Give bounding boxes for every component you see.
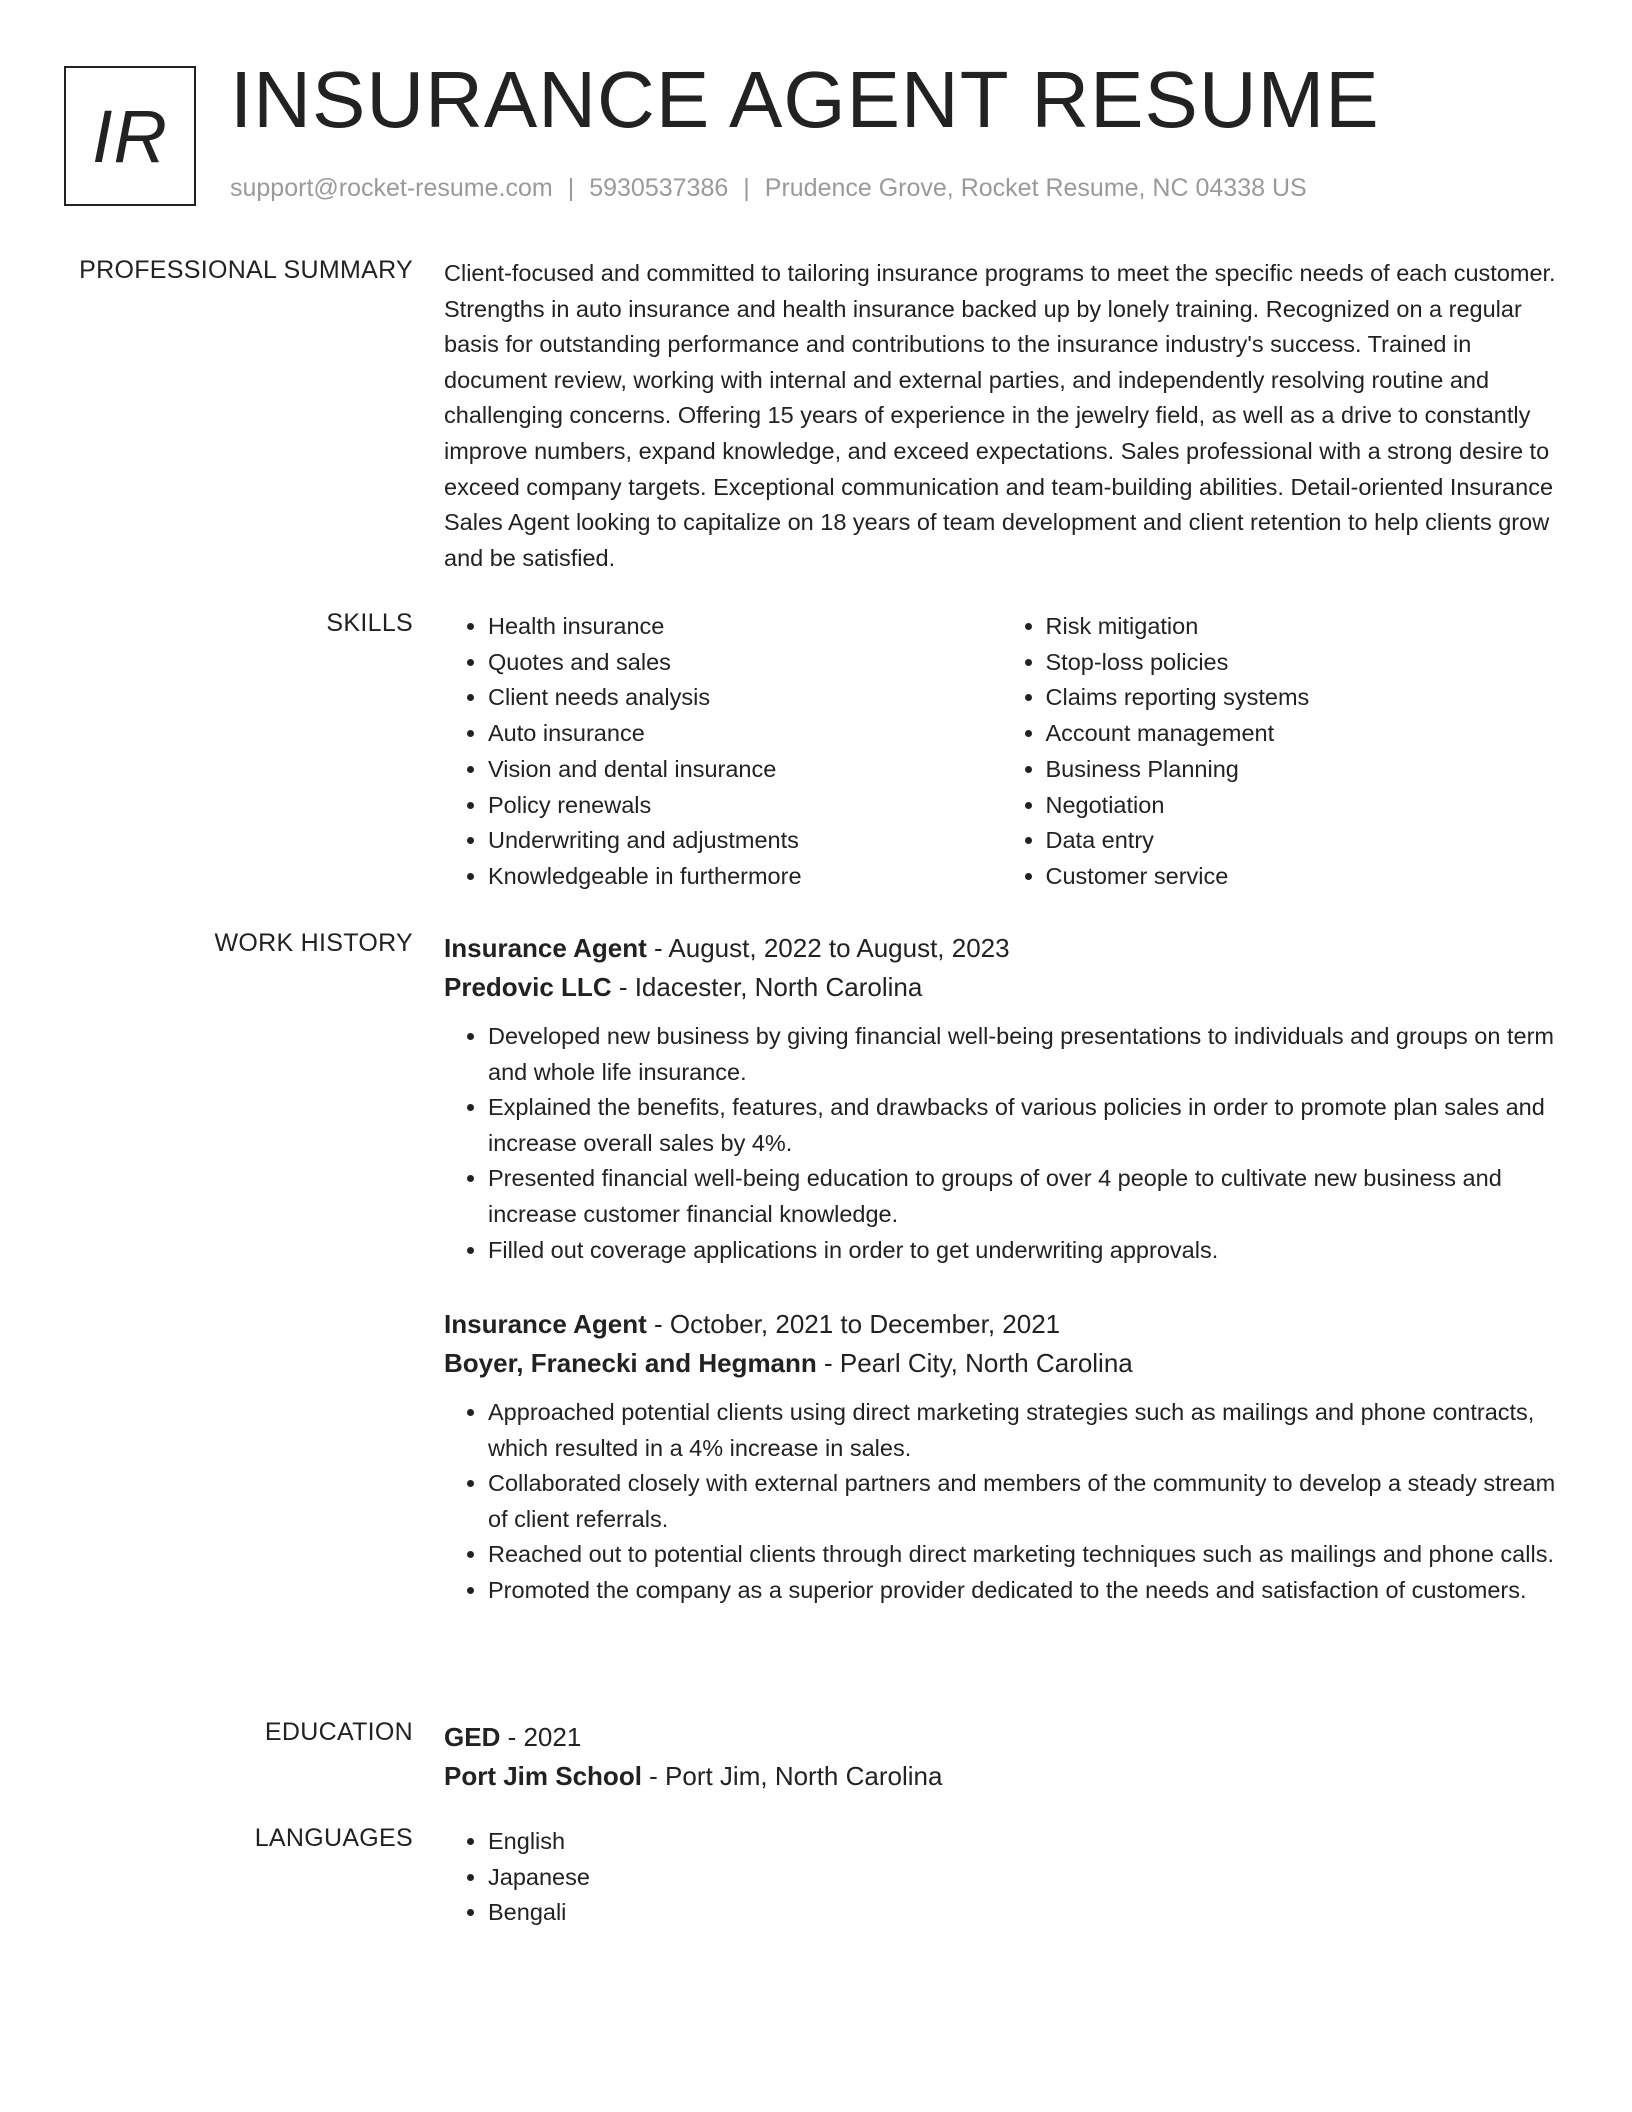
list-item: • Promoted the company as a superior provider dedicated to the needs and satisfaction of customers. [488,1573,1559,1609]
job-entry [444,929,1559,1268]
skills-column-right [1002,609,1560,895]
list-item: • Account management [1046,716,1560,752]
languages-list [444,1824,1559,1931]
education-school: Port Jim School [444,1761,642,1791]
list-item: • Auto insurance [488,716,1002,752]
job-company: Boyer, Franecki and Hegmann [444,1348,817,1378]
list-item: • Bengali [488,1895,1559,1931]
section-body-languages [444,1824,1559,1931]
job-company-line [444,968,1559,1007]
job-title-line [444,1305,1559,1344]
list-item: • Developed new business by giving financial well-being presentations to individuals and groups on term and whole life insurance. [488,1019,1559,1090]
list-item: • Customer service [1046,859,1560,895]
education-degree: GED [444,1722,501,1752]
job-title: Insurance Agent [444,1309,647,1339]
monogram-initials: IR [92,94,168,178]
skills-grid [444,609,1559,895]
section-body-work [444,929,1559,1268]
list-item: • Explained the benefits, features, and drawbacks of various policies in order to promote plan sales and increase overall sales by 4%. [488,1090,1559,1161]
education-location: - Port Jim, North Carolina [641,1761,943,1791]
job-title: Insurance Agent [444,933,647,963]
section-label-work: WORK HISTORY [214,929,413,957]
section-body-work-2 [444,1305,1559,1609]
list-item: • Policy renewals [488,788,1002,824]
list-item: • Claims reporting systems [1046,680,1560,716]
list-item: • Client needs analysis [488,680,1002,716]
list-item: • Negotiation [1046,788,1560,824]
job-title-line [444,929,1559,968]
education-school-line [444,1757,1559,1796]
section-label-summary: PROFESSIONAL SUMMARY [79,256,413,284]
section-label-skills: SKILLS [326,609,413,637]
job-bullets [444,1019,1559,1268]
skills-column-left [444,609,1002,895]
resume-title: INSURANCE AGENT RESUME [230,55,1380,144]
list-item: • Japanese [488,1860,1559,1896]
list-item: • Reached out to potential clients through direct marketing techniques such as mailings and phone calls. [488,1537,1559,1573]
list-item: • Underwriting and adjustments [488,823,1002,859]
section-body-summary [444,256,1559,576]
list-item: • Filled out coverage applications in order to get underwriting approvals. [488,1233,1559,1269]
section-body-skills [444,609,1559,895]
list-item: • Business Planning [1046,752,1560,788]
contact-email[interactable]: support@rocket-resume.com [230,174,553,202]
section-body-education [444,1718,1559,1796]
monogram-badge [64,66,196,206]
education-year: - 2021 [500,1722,582,1752]
job-location: - Idacester, North Carolina [611,972,923,1002]
contact-separator: | [567,174,575,202]
job-dates: - August, 2022 to August, 2023 [646,933,1010,963]
list-item: • Stop-loss policies [1046,645,1560,681]
contact-separator: | [743,174,750,202]
section-label-languages: LANGUAGES [254,1824,413,1852]
list-item: • Approached potential clients using direct marketing strategies such as mailings and phone contracts, which resulted in a 4% increase in sales. [488,1395,1559,1466]
contact-phone[interactable]: 5930537386 [589,174,729,202]
list-item: • Presented financial well-being education to groups of over 4 people to cultivate new business and increase customer financial knowledge. [488,1161,1559,1232]
summary-text: Client-focused and committed to tailoring insurance programs to meet the specific needs of each customer. Strengths in auto insurance and health insurance backed up by lonely training. Recognized on a regular basis for outstanding performance and contributions to the insurance industry's success. Trained in document review, working with internal and external parties, and independently resolving routine and challenging concerns. Offering 15 years of experience in the jewelry field, as well as a drive to constantly improve numbers, expand knowledge, and exceed expectations. Sales professional with a strong desire to exceed company targets. Exceptional communication and team-building abilities. Detail-oriented Insurance Sales Agent looking to capitalize on 18 years of team development and client retention to help clients grow and be satisfied. [444,260,1556,571]
list-item: • Vision and dental insurance [488,752,1002,788]
job-bullets [444,1395,1559,1609]
job-company-line [444,1344,1559,1383]
list-item: • English [488,1824,1559,1860]
contact-line [230,174,1307,203]
list-item: • Quotes and sales [488,645,1002,681]
list-item: • Risk mitigation [1046,609,1560,645]
list-item: • Data entry [1046,823,1560,859]
job-location: - Pearl City, North Carolina [816,1348,1133,1378]
contact-address: Prudence Grove, Rocket Resume, NC 04338 US [764,174,1307,202]
job-dates: - October, 2021 to December, 2021 [646,1309,1061,1339]
list-item: • Knowledgeable in furthermore [488,859,1002,895]
list-item: • Collaborated closely with external partners and members of the community to develop a steady stream of client referrals. [488,1466,1559,1537]
job-entry [444,1305,1559,1609]
list-item: • Health insurance [488,609,1002,645]
education-degree-line [444,1718,1559,1757]
section-label-education: EDUCATION [264,1718,413,1746]
job-company: Predovic LLC [444,972,612,1002]
